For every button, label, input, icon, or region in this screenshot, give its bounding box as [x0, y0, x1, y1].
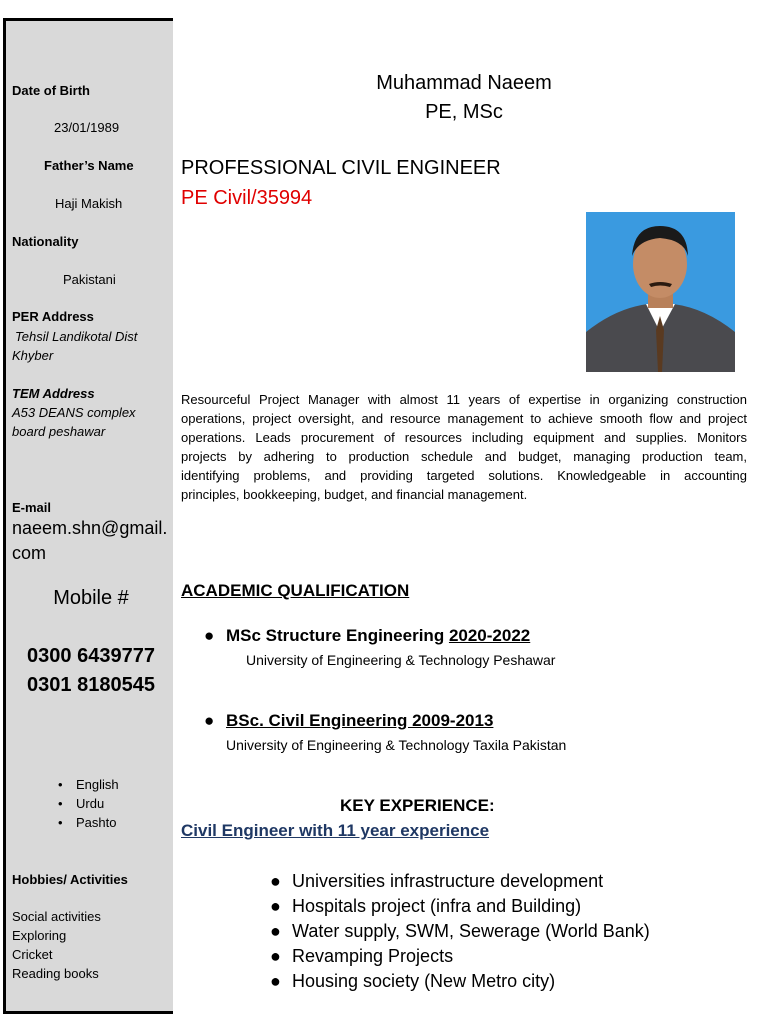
institution: University of Engineering & Technology Peshawar: [246, 652, 556, 668]
summary-line: operations. Leads procurement of resources including equipment and supplies. Monitors: [181, 430, 747, 445]
dob-label: Date of Birth: [12, 83, 90, 98]
father-label: Father’s Name: [44, 158, 134, 173]
summary-line: Resourceful Project Manager with almost 11 years of expertise in organizing construction: [181, 392, 747, 407]
experience-item: ● Water supply, SWM, Sewerage (World Bank): [270, 919, 650, 944]
bullet-icon: ●: [270, 871, 281, 891]
per-address-line1: Tehsil Landikotal Dist: [15, 329, 138, 344]
hobby-item: Cricket: [12, 947, 53, 962]
experience-item: ● Housing society (New Metro city): [270, 969, 650, 994]
bullet-icon: ●: [270, 896, 281, 916]
experience-list: [270, 869, 650, 994]
bullet-icon: ●: [270, 946, 281, 966]
languages-list: [58, 775, 119, 832]
bullet-icon: •: [58, 777, 63, 792]
bullet-icon: ●: [204, 626, 215, 645]
degree-years: 2020-2022: [448, 626, 531, 645]
email-line2: com: [12, 543, 47, 563]
summary-line: projects by adhering to production schedule and budget, managing production team,: [181, 449, 747, 464]
qualification-item: [204, 626, 530, 646]
summary-line: operations, project oversight, and resource management to achieve smooth flow and project: [181, 411, 747, 426]
pe-number: PE Civil/35994: [181, 187, 313, 209]
person-credentials: PE, MSc: [425, 101, 503, 123]
language-item: • Urdu: [58, 796, 105, 811]
person-name: Muhammad Naeem: [376, 72, 552, 94]
summary-line: principles, bookkeeping, budget, and financial management.: [181, 487, 528, 502]
bullet-icon: •: [58, 796, 63, 811]
nationality-value: Pakistani: [63, 272, 116, 287]
degree-name: BSc. Civil Engineering 2009-2013: [226, 711, 494, 730]
bullet-icon: ●: [270, 921, 281, 941]
profile-photo: [586, 212, 735, 372]
tem-address-line1: A53 DEANS complex: [12, 405, 136, 420]
tem-address-line2: board peshawar: [12, 424, 106, 439]
email-label: E-mail: [12, 500, 52, 515]
mobile-number-2: 0301 8180545: [27, 674, 155, 696]
institution: University of Engineering & Technology Taxila Pakistan: [226, 737, 567, 753]
academic-heading: ACADEMIC QUALIFICATION: [181, 581, 410, 600]
mobile-label: Mobile #: [53, 587, 129, 609]
summary-line: identifying problems, and providing targeted solutions. Knowledgeable in accounting: [181, 468, 747, 483]
hobby-item: Reading books: [12, 966, 99, 981]
experience-heading: KEY EXPERIENCE:: [340, 796, 495, 815]
language-item: • Pashto: [58, 815, 117, 830]
summary-paragraph: [181, 390, 747, 504]
mobile-number-1: 0300 6439777: [27, 645, 155, 667]
bullet-icon: •: [58, 815, 63, 830]
qualification-item: [204, 711, 493, 731]
bullet-icon: ●: [270, 971, 281, 991]
hobbies-label: Hobbies/ Activities: [12, 872, 128, 887]
sidebar: [3, 18, 173, 1014]
language-item: • English: [58, 777, 119, 792]
nationality-label: Nationality: [12, 234, 79, 249]
experience-subheading: Civil Engineer with 11 year experience: [181, 821, 490, 840]
per-address-label: PER Address: [12, 309, 94, 324]
experience-item: ● Hospitals project (infra and Building): [270, 894, 650, 919]
hobby-item: Exploring: [12, 928, 67, 943]
experience-item: ● Revamping Projects: [270, 944, 650, 969]
experience-item: ● Universities infrastructure development: [270, 869, 650, 894]
email-line1: naeem.shn@gmail.: [12, 518, 168, 538]
bullet-icon: ●: [204, 711, 215, 730]
per-address-line2: Khyber: [12, 348, 54, 363]
father-value: Haji Makish: [55, 196, 123, 211]
hobby-item: Social activities: [12, 909, 101, 924]
job-title: PROFESSIONAL CIVIL ENGINEER: [181, 157, 501, 179]
tem-address-label: TEM Address: [12, 386, 95, 401]
dob-value: 23/01/1989: [54, 120, 120, 135]
degree-name: MSc Structure Engineering: [226, 626, 449, 645]
